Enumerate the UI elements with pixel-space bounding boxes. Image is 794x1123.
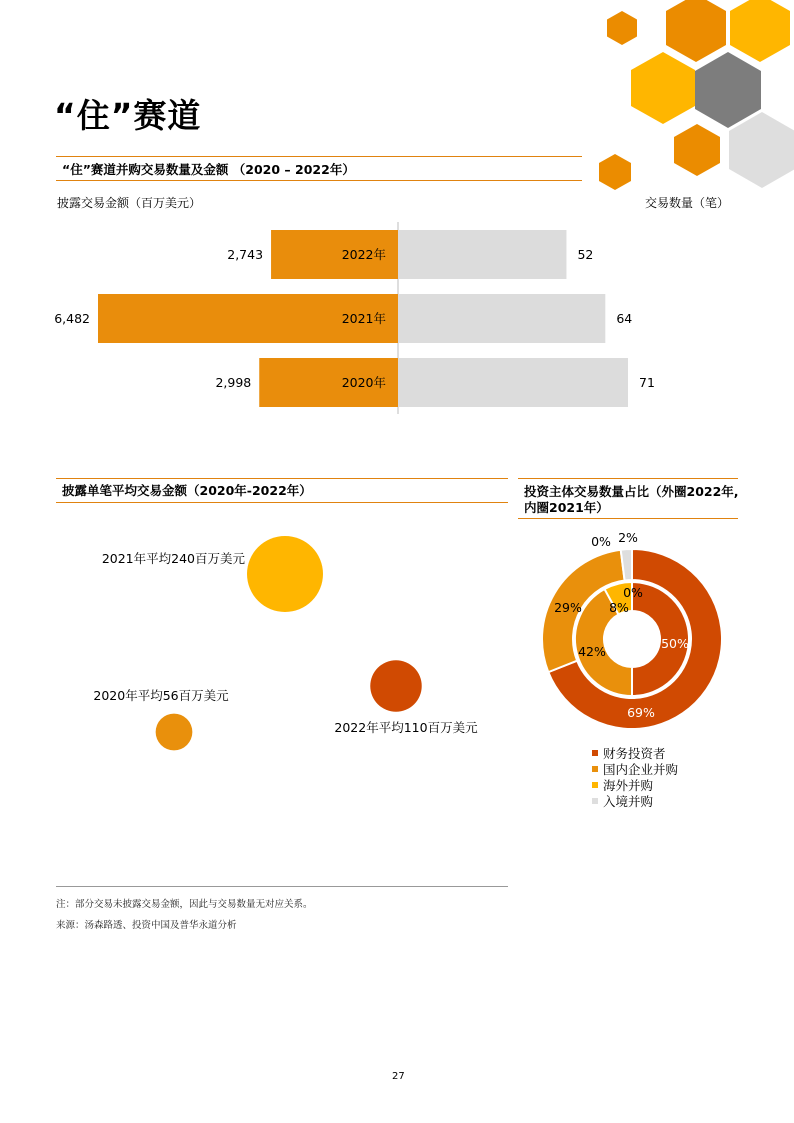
legend-swatch	[592, 766, 598, 772]
count-bar	[398, 358, 628, 407]
hexagon-grey-dark	[695, 52, 761, 128]
category-label: 2021年	[341, 311, 386, 326]
butterfly-bar-chart	[0, 215, 794, 420]
section3-top-rule	[518, 478, 738, 479]
category-label: 2022年	[341, 247, 386, 262]
bubble	[247, 536, 323, 612]
count-bar	[398, 294, 605, 343]
inner-ring-data-label: 8%	[609, 600, 629, 615]
notes-rule	[56, 886, 508, 887]
inner-ring-data-label: 0%	[623, 585, 643, 600]
section1-title: “住”赛道并购交易数量及金额 （2020 – 2022年）	[62, 162, 355, 177]
donut-chart	[518, 525, 738, 740]
amount-data-label: 2,743	[227, 247, 264, 262]
right-axis-label: 交易数量（笔）	[645, 196, 730, 210]
bubble-chart	[56, 510, 508, 770]
hexagon-yellow-top	[730, 0, 790, 62]
legend-swatch	[592, 750, 598, 756]
count-data-label: 64	[616, 311, 633, 326]
hexagon-orange-small-mid	[674, 124, 720, 176]
legend-label: 财务投资者	[603, 746, 666, 761]
legend-item	[592, 794, 653, 809]
bubble	[156, 714, 193, 751]
legend-swatch	[592, 798, 598, 804]
hexagon-yellow-left	[631, 52, 695, 124]
count-data-label: 71	[639, 375, 655, 390]
legend-label: 海外并购	[603, 778, 654, 793]
hexagon-small-orange-left	[599, 154, 631, 190]
outer-ring-data-label: 2%	[618, 530, 638, 545]
amount-data-label: 6,482	[54, 311, 90, 326]
note-text: 注：部分交易未披露交易金额，因此与交易数量无对应关系。	[56, 899, 313, 910]
legend-swatch	[592, 782, 598, 788]
outer-ring-data-label: 29%	[554, 600, 582, 615]
legend-label: 国内企业并购	[603, 762, 679, 777]
hexagon-orange-large	[666, 0, 726, 62]
count-bar	[398, 230, 566, 279]
amount-data-label: 2,998	[215, 375, 252, 390]
bubble-label: 2022年平均110百万美元	[334, 720, 478, 735]
category-label: 2020年	[341, 375, 386, 390]
hexagon-decoration	[590, 0, 794, 200]
bubble-label: 2020年平均56百万美元	[93, 688, 229, 703]
outer-ring-data-label: 69%	[627, 705, 655, 720]
section1-bottom-rule	[56, 180, 582, 181]
count-data-label: 52	[577, 247, 594, 262]
inner-ring-data-label: 50%	[661, 636, 689, 651]
source-text: 来源：汤森路透、投资中国及普华永道分析	[56, 920, 237, 931]
section2-title: 披露单笔平均交易金额（2020年-2022年）	[62, 483, 312, 498]
section3-title-line2: 内圈2021年）	[524, 500, 609, 515]
page-number: 27	[392, 1071, 405, 1082]
page-title: “住”赛道	[54, 96, 202, 135]
section3-title-line1: 投资主体交易数量占比（外圈2022年,	[524, 484, 739, 499]
legend-item	[592, 762, 678, 777]
outer-ring-data-label: 0%	[591, 534, 611, 549]
bubble	[370, 660, 421, 711]
section2-bottom-rule	[56, 502, 508, 503]
bubble-label: 2021年平均240百万美元	[101, 551, 245, 566]
section3-bottom-rule	[518, 518, 738, 519]
legend-label: 入境并购	[603, 794, 654, 809]
section2-top-rule	[56, 478, 508, 479]
section1-top-rule	[56, 156, 582, 157]
left-axis-label: 披露交易金额（百万美元）	[57, 196, 202, 210]
inner-ring-data-label: 42%	[578, 644, 606, 659]
legend-item	[592, 746, 666, 761]
legend-item	[592, 778, 653, 793]
hexagon-grey-light	[729, 112, 794, 188]
hexagon-small-orange-top	[607, 11, 637, 45]
